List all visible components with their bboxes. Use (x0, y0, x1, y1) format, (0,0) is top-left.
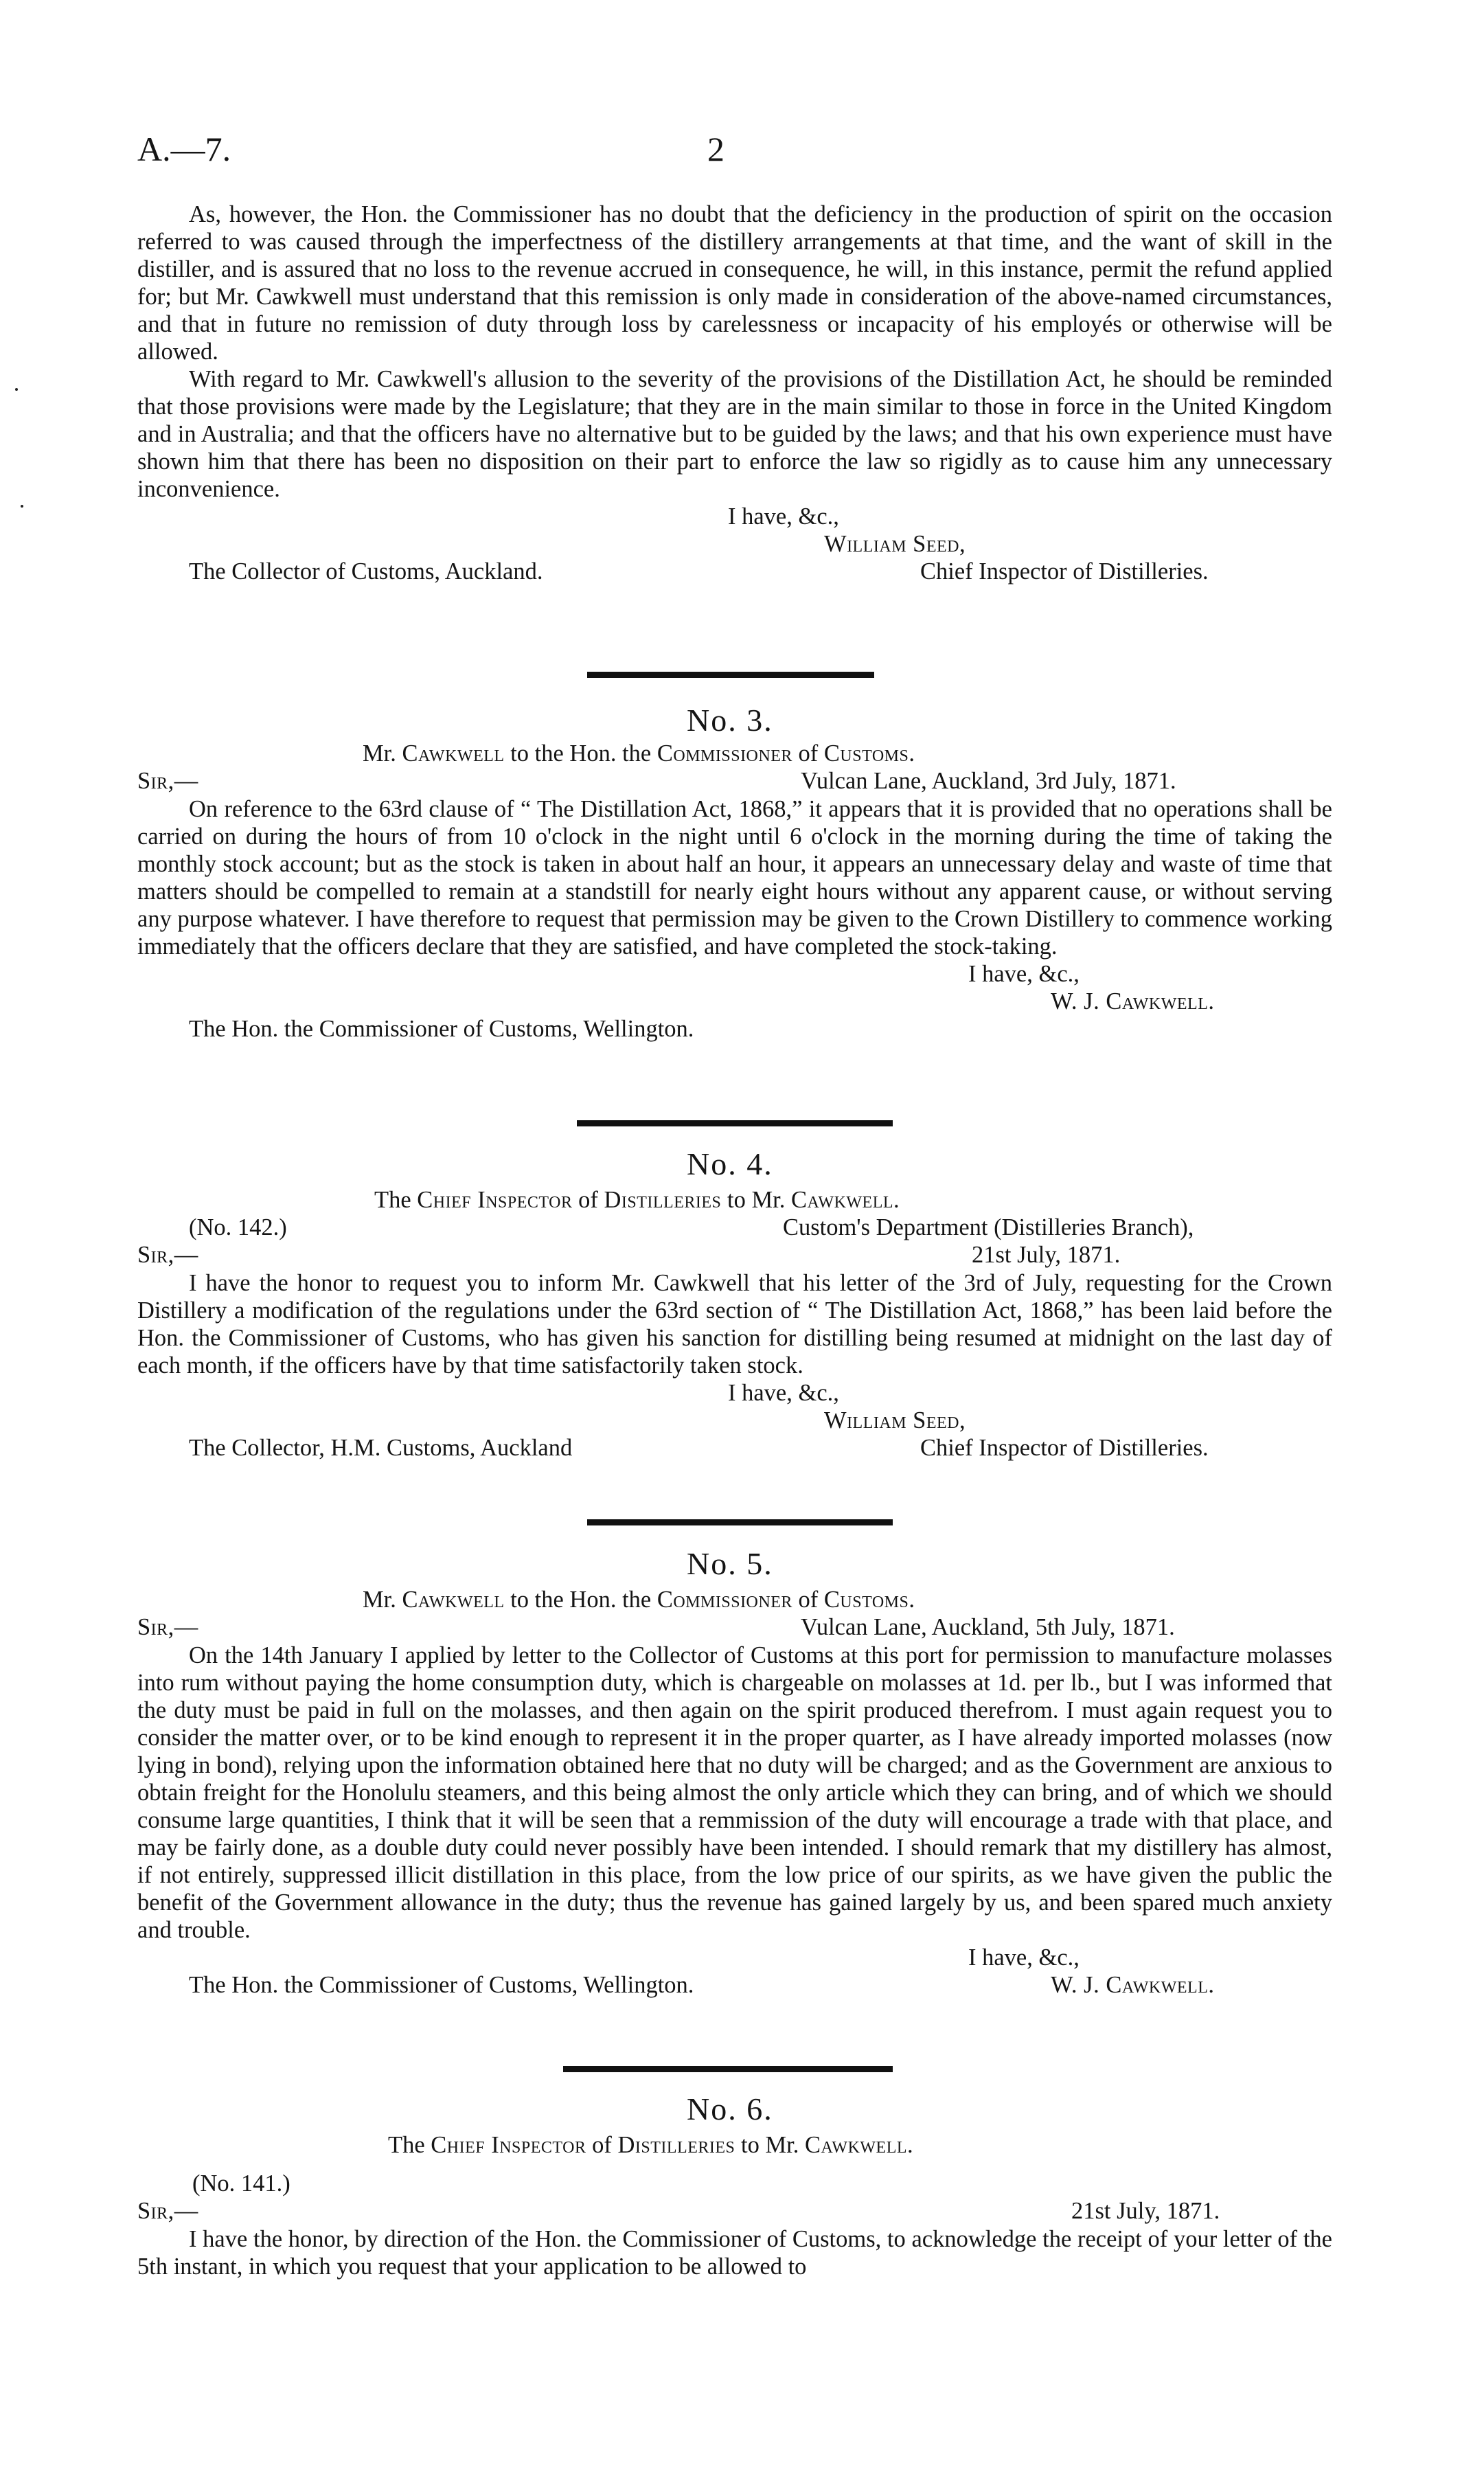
addressee: The Collector, H.M. Customs, Auckland (189, 1435, 573, 1461)
signoff-line (137, 530, 1332, 558)
signoff-line (137, 558, 1332, 585)
letter-number: No. 3. (687, 703, 773, 738)
paragraph: With regard to Mr. Cawkwell's allusion to the severity of the provisions of the Distillation Act, he should be reminded that those provisions were made by the Legislature; that they are in the main similar to those in force in the United Kingdom and in Australia; and that the officers have no alternative but to be guided by the laws; and that his own experience must have shown him that there has been no disposition on their part to enforce the law so rigidly as to cause him any unnecessary inconvenience. (137, 366, 1332, 502)
closing: I have, &c., (728, 503, 839, 530)
signoff-line (137, 1434, 1332, 1462)
addressee: The Hon. the Commissioner of Customs, Wellington. (189, 1972, 694, 1998)
letter-title: Mr. Cawkwell to the Hon. the Commissioner of Customs. (363, 740, 915, 767)
page-number: 2 (707, 130, 724, 168)
letter-number: No. 5. (687, 1546, 773, 1581)
paragraph: I have the honor to request you to inform Mr. Cawkwell that his letter of the 3rd of July, requesting for the Crown Distillery a modification of the regulations under the 63rd section of “ The Distillation Act, 1868,” has been laid before the Hon. the Commissioner of Customs, who has given his sanction for distilling being resumed at midnight on the last day of each month, if the officers have by that time satisfactorily taken stock. (137, 1270, 1332, 1378)
salutation: Sir,— (137, 1614, 198, 1640)
letter-3-body (137, 795, 1332, 1043)
closing: I have, &c., (728, 1380, 839, 1406)
signoff-line (137, 1379, 1332, 1407)
signer: W. J. Cawkwell. (1051, 1972, 1215, 1998)
closing: I have, &c., (968, 961, 1080, 987)
letter-title: The Chief Inspector of Distilleries to Mr. Cawkwell. (374, 1187, 900, 1213)
sender-address: Vulcan Lane, Auckland, 3rd July, 1871. (801, 768, 1176, 794)
department: Custom's Department (Distilleries Branch), (783, 1214, 1194, 1240)
signoff-line (137, 1944, 1332, 1971)
letter-number: No. 4. (687, 1146, 773, 1181)
signer: William Seed, (824, 1407, 966, 1433)
signer: W. J. Cawkwell. (1051, 988, 1215, 1014)
signer: William Seed, (824, 531, 966, 557)
letter-date: 21st July, 1871. (972, 1242, 1121, 1268)
paragraph: On the 14th January I applied by letter to the Collector of Customs at this port for permission to manufacture molasses into rum without paying the home consumption duty, which is chargeable on molasses at 1d. per lb., but I was informed that the duty must be paid in full on the molasses, and then again on the spirit produced therefrom. I must again request you to consider the matter over, or to be kind enough to represent it in the proper quarter, as I have already imported molasses (now lying in bond), relying upon the information obtained here that no duty will be charged; and as the Government are anxious to obtain freight for the Honolulu steamers, and this being almost the only article which they can bring, and of which we should consume large quantities, I think that it will be seen that a remmission of the duty will encourage a trade with that place, and may be fairly done, as a double duty could never possibly have been intended. I should remark that my distillery has almost, if not entirely, suppressed illicit distillation in this place, from the low price of our spirits, as we have given the public the benefit of the Government allowance in the duty; thus the revenue has gained largely by us, and been spared much anxiety and trouble. (137, 1642, 1332, 1943)
paragraph: As, however, the Hon. the Commissioner has no doubt that the deficiency in the production of spirit on the occasion referred to was caused through the imperfectness of the distillery arrangements at that time, and the want of skill in the distiller, and is assured that no loss to the revenue accrued in consequence, he will, in this instance, permit the refund applied for; but Mr. Cawkwell must understand that this remission is only made in consideration of the above-named circumstances, and that in future no remission of duty through loss by carelessness or incapacity of his employés or otherwise will be allowed. (137, 201, 1332, 365)
letter-4-body (137, 1269, 1332, 1462)
paragraph: I have the honor, by direction of the Hon. the Commissioner of Customs, to acknowledge the receipt of your letter of the 5th instant, in which you request that your application to be allowed to (137, 2226, 1332, 2280)
letter-title: Mr. Cawkwell to the Hon. the Commissioner of Customs. (363, 1587, 915, 1613)
salutation: Sir,— (137, 2198, 198, 2224)
signoff-line (137, 960, 1332, 988)
section-divider (587, 672, 874, 678)
signoff-line (137, 988, 1332, 1015)
paragraph: On reference to the 63rd clause of “ The Distillation Act, 1868,” it appears that it is provided that no operations shall be carried on during the hours of from 10 o'clock in the night until 6 o'clock in the morning during the time of taking the monthly stock account; but as the stock is taken in about half an hour, it appears an unnecessary delay and waste of time that matters should be compelled to remain at a standstill for nearly eight hours without any apparent cause, or without serving any purpose whatever. I have therefore to request that permission may be given to the Crown Distillery to commence working immediately that the officers declare that they are satisfied, and have completed the stock-taking. (137, 796, 1332, 960)
signer-title: Chief Inspector of Distilleries. (920, 1435, 1209, 1461)
reference-number: (No. 142.) (189, 1214, 287, 1240)
sender-address: Vulcan Lane, Auckland, 5th July, 1871. (801, 1614, 1175, 1640)
signoff-line (137, 503, 1332, 530)
letter-2-continuation (137, 201, 1332, 585)
margin-speck (21, 505, 23, 508)
salutation: Sir,— (137, 1242, 198, 1268)
signoff-line (137, 1015, 1332, 1043)
document-reference: A.—7. (137, 130, 231, 168)
letter-5-body (137, 1642, 1332, 1999)
signoff-line (137, 1407, 1332, 1434)
section-divider (577, 1120, 893, 1126)
section-divider (563, 2066, 893, 2072)
salutation: Sir,— (137, 768, 198, 794)
letter-6-body (137, 2225, 1332, 2280)
letter-number: No. 6. (687, 2091, 773, 2126)
closing: I have, &c., (968, 1944, 1080, 1971)
signer-title: Chief Inspector of Distilleries. (920, 558, 1209, 585)
letter-date: 21st July, 1871. (1071, 2198, 1220, 2224)
addressee: The Collector of Customs, Auckland. (189, 558, 543, 585)
margin-speck (15, 388, 18, 391)
signoff-line (137, 1971, 1332, 1999)
section-divider (587, 1519, 893, 1525)
addressee: The Hon. the Commissioner of Customs, Wellington. (189, 1016, 694, 1042)
reference-number: (No. 141.) (192, 2170, 290, 2197)
letter-title: The Chief Inspector of Distilleries to Mr. Cawkwell. (388, 2132, 914, 2158)
